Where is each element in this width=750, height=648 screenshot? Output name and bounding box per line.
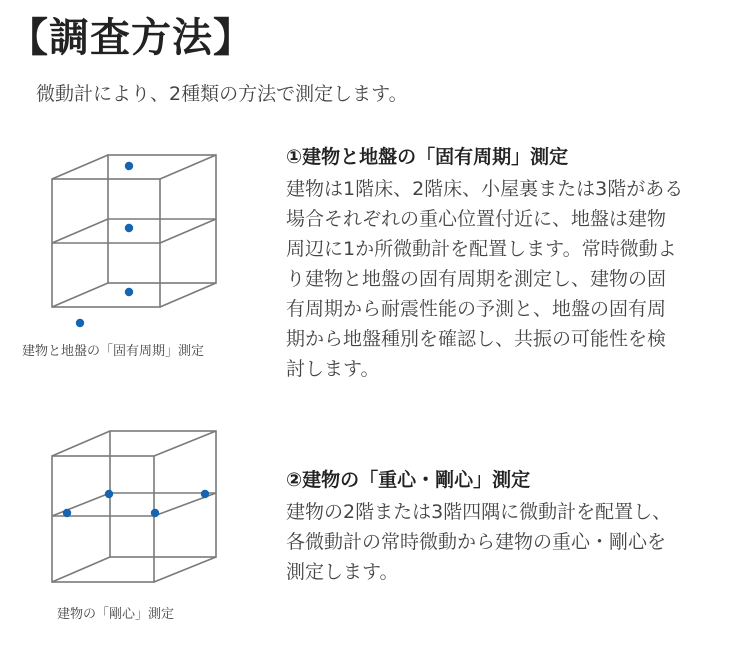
floor-line <box>52 493 110 516</box>
box-edge <box>52 431 110 456</box>
body-line: 討します。 <box>286 358 380 380</box>
figure-caption-1: 建物と地盤の「固有周期」測定 <box>22 344 205 359</box>
body-line: 建物の2階または3階四隅に微動計を配置し、 <box>286 501 672 523</box>
section-body-rigidity-center <box>286 497 736 587</box>
page-title: 【調査方法】 <box>8 15 254 61</box>
sensor-dot-front-left <box>63 509 71 517</box>
body-line: 測定します。 <box>286 561 399 583</box>
intro-text: 微動計により、2種類の方法で測定します。 <box>36 83 408 105</box>
rigidity-center-diagram <box>46 428 226 588</box>
sensor-dot-front-right <box>151 509 159 517</box>
floor-line <box>160 219 216 243</box>
box-edge <box>160 283 216 307</box>
box-edge <box>160 155 216 179</box>
box-edge <box>154 431 216 456</box>
sensor-dot-ground <box>76 319 84 327</box>
box-edge <box>52 283 108 307</box>
body-line: 周辺に1か所微動計を配置します。常時微動よ <box>286 238 677 260</box>
sensor-dot-back-right <box>201 490 209 498</box>
body-line: 各微動計の常時微動から建物の重心・剛心を <box>286 531 667 553</box>
body-line: 場合それぞれの重心位置付近に、地盤は建物 <box>286 208 667 230</box>
figure-caption-2: 建物の「剛心」測定 <box>57 607 175 622</box>
sensor-dot-back-left <box>105 490 113 498</box>
box-edge <box>52 557 110 582</box>
body-line: 期から地盤種別を確認し、共振の可能性を検 <box>286 328 667 350</box>
section-body-natural-period <box>286 174 736 384</box>
box-back-face <box>110 431 216 557</box>
sensor-dot-2f <box>125 224 133 232</box>
natural-period-diagram <box>46 152 226 332</box>
section-heading-rigidity-center: ②建物の「重心・剛心」測定 <box>286 469 531 491</box>
body-line: 有周期から耐震性能の予測と、地盤の固有周 <box>286 298 667 320</box>
box-front-face <box>52 456 154 582</box>
sensor-dot-1f <box>125 288 133 296</box>
body-line: 建物は1階床、2階床、小屋裏または3階がある <box>286 178 684 200</box>
body-line: り建物と地盤の固有周期を測定し、建物の固 <box>286 268 667 290</box>
box-edge <box>154 557 216 582</box>
floor-line <box>52 219 108 243</box>
box-edge <box>52 155 108 179</box>
sensor-dot-roof <box>125 162 133 170</box>
section-heading-natural-period: ①建物と地盤の「固有周期」測定 <box>286 146 569 168</box>
